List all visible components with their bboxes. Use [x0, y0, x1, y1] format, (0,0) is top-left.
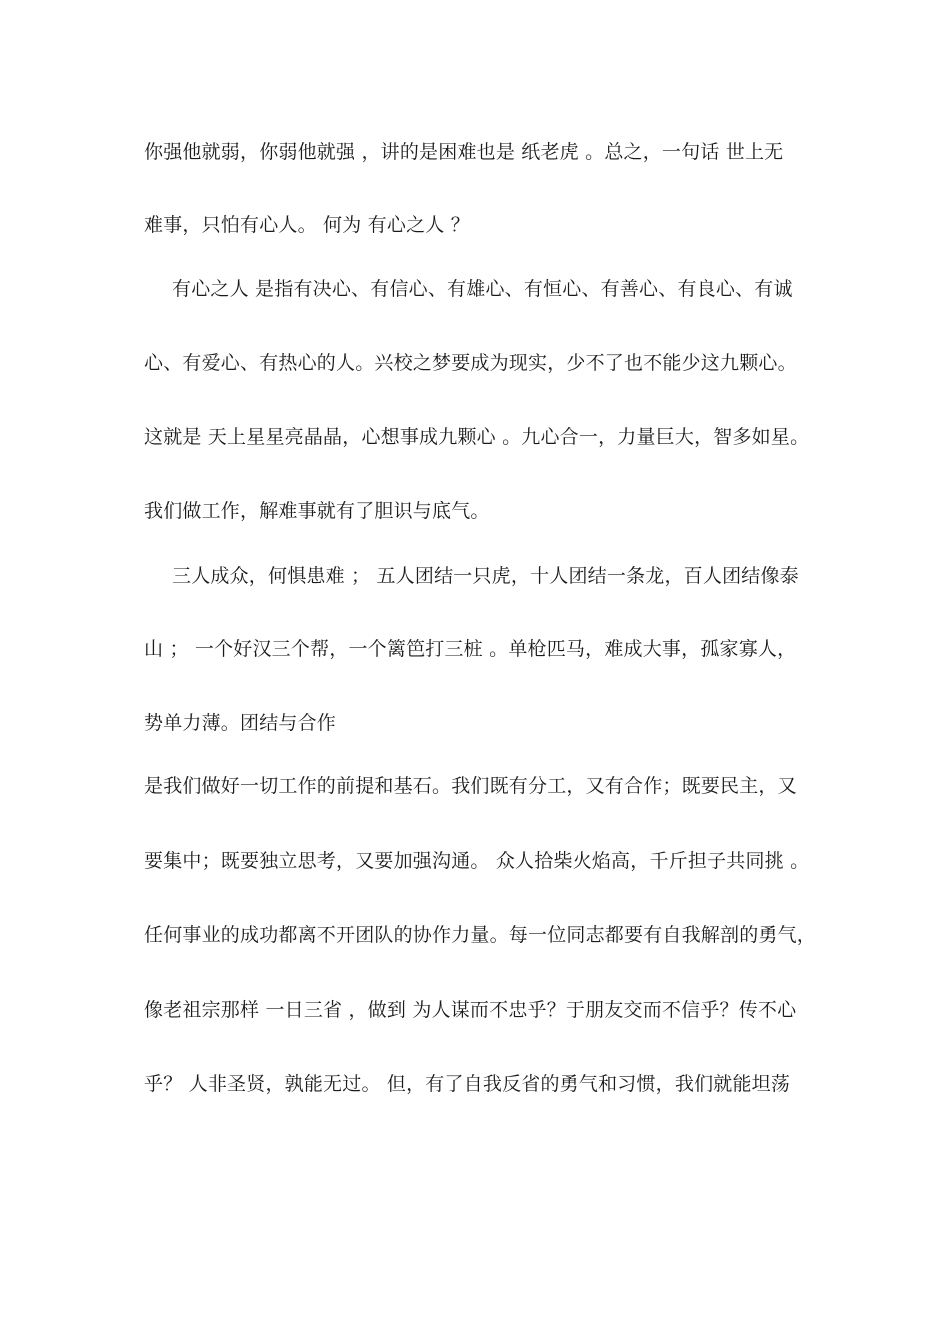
text-line-7: 三人成众，何惧患难 ； 五人团结一只虎，十人团结一条龙，百人团结像泰	[172, 565, 799, 587]
text-line-13: 像老祖宗那样 一日三省 ，做到 为人谋而不忠乎？于朋友交而不信乎？传不心	[144, 999, 797, 1021]
text-line-1: 你强他就弱，你弱他就强 ，讲的是困难也是 纸老虎 。总之，一句话 世上无	[144, 141, 784, 163]
text-line-2: 难事，只怕有心人。 何为 有心之人 ？	[144, 214, 470, 236]
text-line-9: 势单力薄。团结与合作	[144, 712, 337, 734]
text-line-12: 任何事业的成功都离不开团队的协作力量。每一位同志都要有自我解剖的勇气，	[144, 924, 817, 946]
text-line-11: 要集中；既要独立思考，又要加强沟通。 众人拾柴火焰高，千斤担子共同挑 。	[144, 850, 810, 872]
text-line-8: 山 ； 一个好汉三个帮，一个篱笆打三桩 。单枪匹马，难成大事，孤家寡人，	[144, 638, 797, 660]
text-line-4: 心、有爱心、有热心的人。兴校之梦要成为现实，少不了也不能少这九颗心。	[144, 352, 797, 374]
text-line-3: 有心之人 是指有决心、有信心、有雄心、有恒心、有善心、有良心、有诚	[172, 278, 793, 300]
text-line-10: 是我们做好一切工作的前提和基石。我们既有分工，又有合作；既要民主，又	[144, 775, 797, 797]
text-line-14: 乎？ 人非圣贤，孰能无过。 但，有了自我反省的勇气和习惯，我们就能坦荡	[144, 1073, 791, 1095]
text-line-5: 这就是 天上星星亮晶晶，心想事成九颗心 。九心合一，力量巨大，智多如星。	[144, 426, 810, 448]
text-line-6: 我们做工作，解难事就有了胆识与底气。	[144, 500, 490, 522]
